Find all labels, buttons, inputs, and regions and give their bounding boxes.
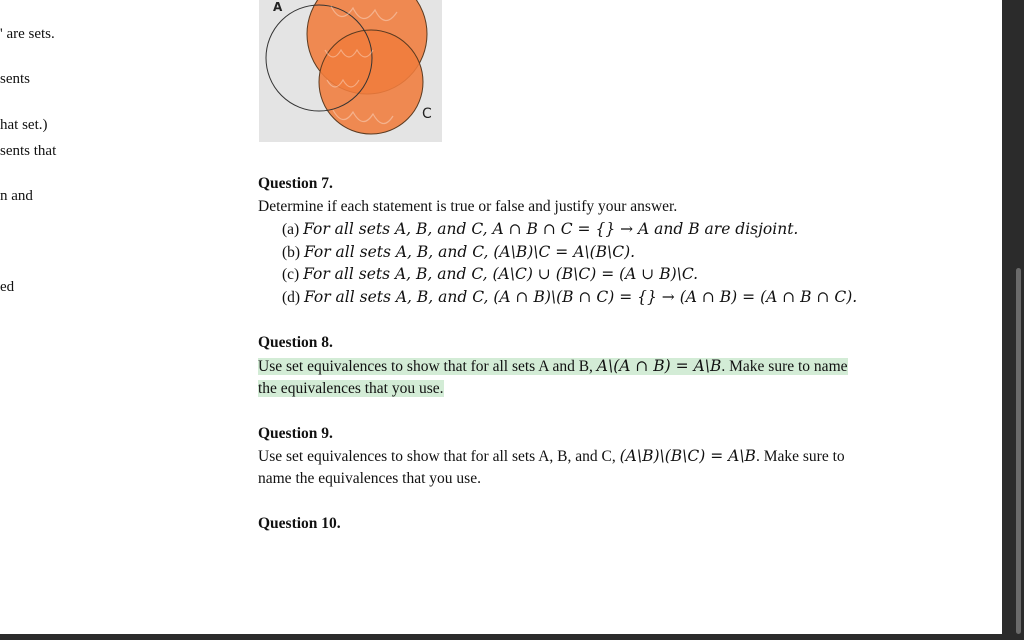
question-7-item-b	[282, 243, 635, 262]
question-7-prompt: Determine if each statement is true or false and justify your answer.	[258, 198, 678, 215]
highlighted-text[interactable]: the equivalences that you use.	[258, 380, 444, 397]
question-7-item-d	[282, 288, 857, 307]
question-7-item-c	[282, 265, 698, 284]
margin-fragment: n and	[0, 188, 33, 204]
bottom-frame	[0, 634, 1002, 640]
text-run: . Make sure to name	[721, 358, 848, 375]
question-8-line-2[interactable]	[258, 380, 444, 398]
math-expression: A\(A ∩ B) = A\B	[596, 357, 722, 375]
venn-svg	[259, 0, 442, 142]
question-8-title: Question 8.	[258, 334, 333, 351]
question-8-line-1[interactable]	[258, 357, 848, 376]
question-10-title: Question 10.	[258, 515, 341, 532]
scrollbar-thumb[interactable]	[1016, 268, 1021, 634]
text-run: . Make sure to	[755, 448, 845, 465]
item-statement: For all sets A, B, and C, (A\C) ∪ (B\C) = (A ∪ B)\C.	[303, 265, 699, 283]
venn-label-c: C	[422, 106, 432, 122]
margin-fragment: ' are sets.	[0, 26, 55, 42]
venn-label-a: A	[273, 0, 283, 14]
item-statement: For all sets A, B, and C, A ∩ B ∩ C = {} → A and B are disjoint.	[303, 220, 799, 238]
question-7-item-a	[282, 220, 798, 239]
item-label: (d)	[282, 289, 301, 306]
highlighted-text[interactable]	[258, 358, 848, 375]
text-run: Use set equivalences to show that for all sets A and B,	[258, 358, 597, 375]
text-run: Use set equivalences to show that for all sets A, B, and C,	[258, 448, 620, 465]
question-7-title: Question 7.	[258, 175, 333, 192]
margin-fragment: ed	[0, 279, 15, 295]
math-expression: (A\B)\(B\C) = A\B	[619, 447, 756, 465]
question-9-title: Question 9.	[258, 425, 333, 442]
margin-fragment: hat set.)	[0, 117, 48, 133]
margin-fragment: sents	[0, 71, 30, 87]
item-label: (c)	[282, 266, 300, 283]
item-label: (a)	[282, 221, 300, 238]
venn-diagram	[259, 0, 442, 142]
question-9-line-2: name the equivalences that you use.	[258, 470, 481, 487]
item-statement: For all sets A, B, and C, (A\B)\C = A\(B\C).	[303, 243, 636, 261]
item-statement: For all sets A, B, and C, (A ∩ B)\(B ∩ C) = {} → (A ∩ B) = (A ∩ B ∩ C).	[303, 288, 858, 306]
margin-fragment: sents that	[0, 143, 57, 159]
item-label: (b)	[282, 244, 301, 261]
question-9-line-1	[258, 447, 845, 466]
